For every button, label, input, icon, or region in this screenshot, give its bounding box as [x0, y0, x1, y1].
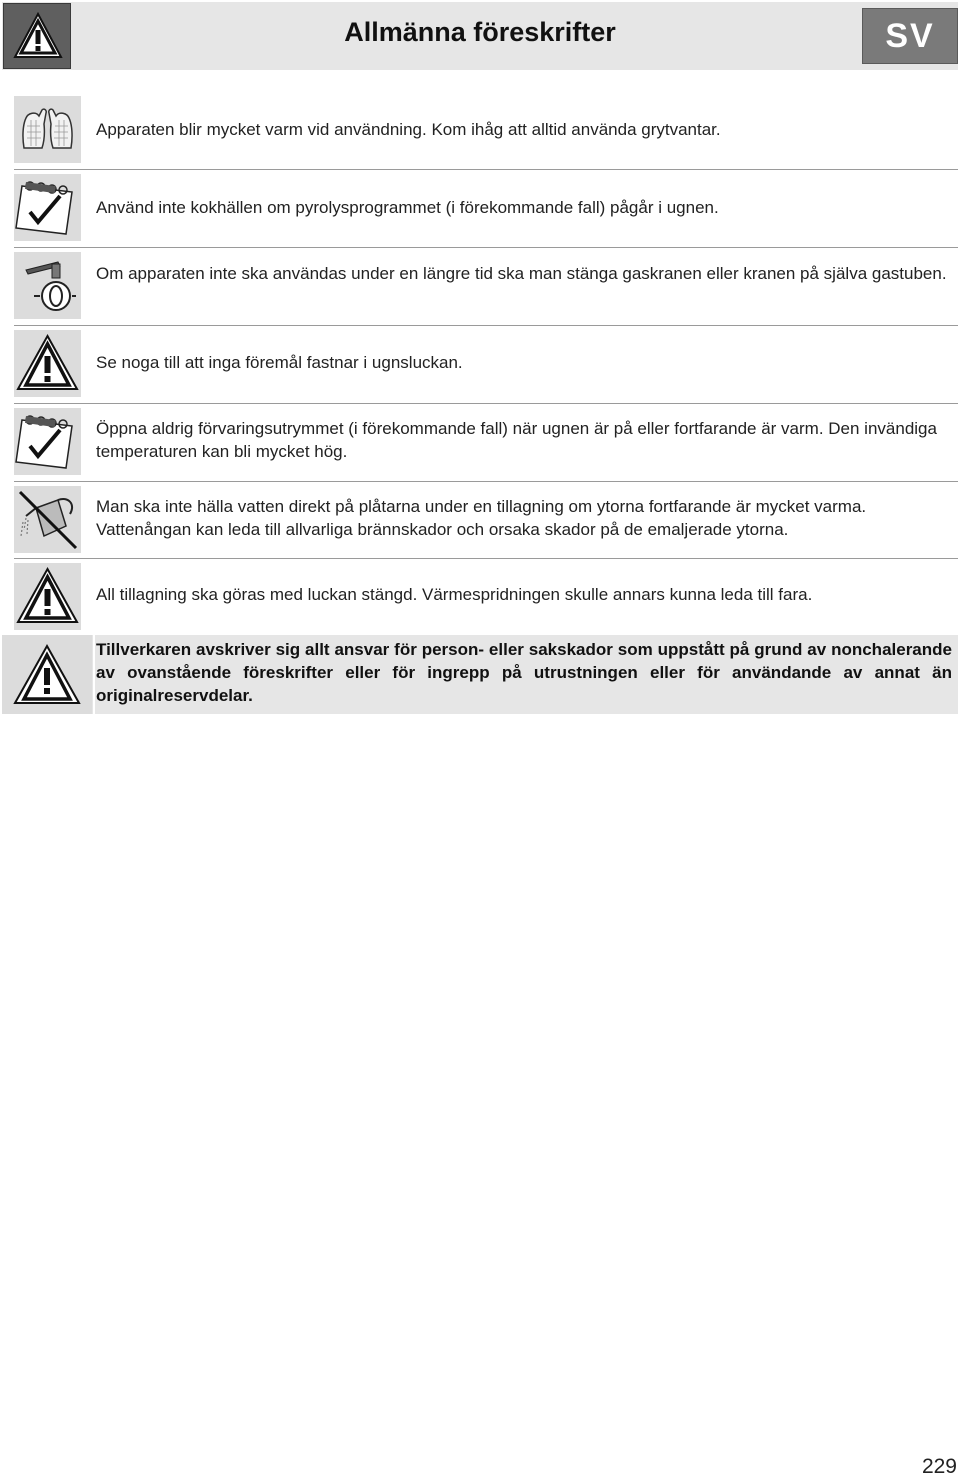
- rule-text: Använd inte kokhällen om pyrolysprogrammet (i förekommande fall) pågår i ugnen.: [96, 198, 719, 217]
- row-divider: [14, 558, 958, 559]
- page-header: [2, 2, 958, 70]
- oven-gloves-icon: [14, 96, 81, 163]
- notepad-check-icon: [14, 174, 81, 241]
- notepad-check-icon: [14, 408, 81, 475]
- row-divider: [14, 403, 958, 404]
- warning-triangle-icon: [14, 330, 81, 397]
- warning-triangle-icon: [14, 563, 81, 630]
- row-divider: [14, 247, 958, 248]
- notice-text: Tillverkaren avskriver sig allt ansvar för person- eller sakskador som uppstått på grund av nonchalerande av ovanstående föreskrifter eller för ingrepp på utrustningen eller för användande av annat än originalreservdelar.: [96, 640, 952, 705]
- page-title: Allmänna föreskrifter: [344, 17, 616, 47]
- page-number: 229: [921, 1455, 957, 1478]
- row-divider: [14, 325, 958, 326]
- row-divider: [14, 481, 958, 482]
- warning-triangle-icon: [2, 635, 92, 714]
- liability-notice: [2, 635, 958, 714]
- no-water-pouring-icon: [14, 486, 81, 553]
- rule-text: Se noga till att inga föremål fastnar i ugnsluckan.: [96, 353, 463, 372]
- notice-separator: [93, 635, 95, 714]
- gas-valve-icon: [14, 252, 81, 319]
- rule-text: Apparaten blir mycket varm vid användning. Kom ihåg att alltid använda grytvantar.: [96, 120, 721, 139]
- rule-text: Man ska inte hälla vatten direkt på plåtarna under en tillagning om ytorna fortfarande är mycket varma. Vattenångan kan leda till allvarliga brännskador och orsaka skador på de emaljerade ytorna.: [96, 497, 867, 539]
- row-divider: [14, 169, 958, 170]
- rule-text: Om apparaten inte ska användas under en längre tid ska man stänga gaskranen eller kranen på själva gastuben.: [96, 264, 947, 283]
- rule-text: Öppna aldrig förvaringsutrymmet (i förekommande fall) när ugnen är på eller fortfarande är varm. Den invändiga temperaturen kan bli mycket hög.: [96, 419, 937, 461]
- language-badge: SV: [862, 8, 958, 64]
- rule-text: All tillagning ska göras med luckan stängd. Värmespridningen skulle annars kunna leda till fara.: [96, 585, 813, 604]
